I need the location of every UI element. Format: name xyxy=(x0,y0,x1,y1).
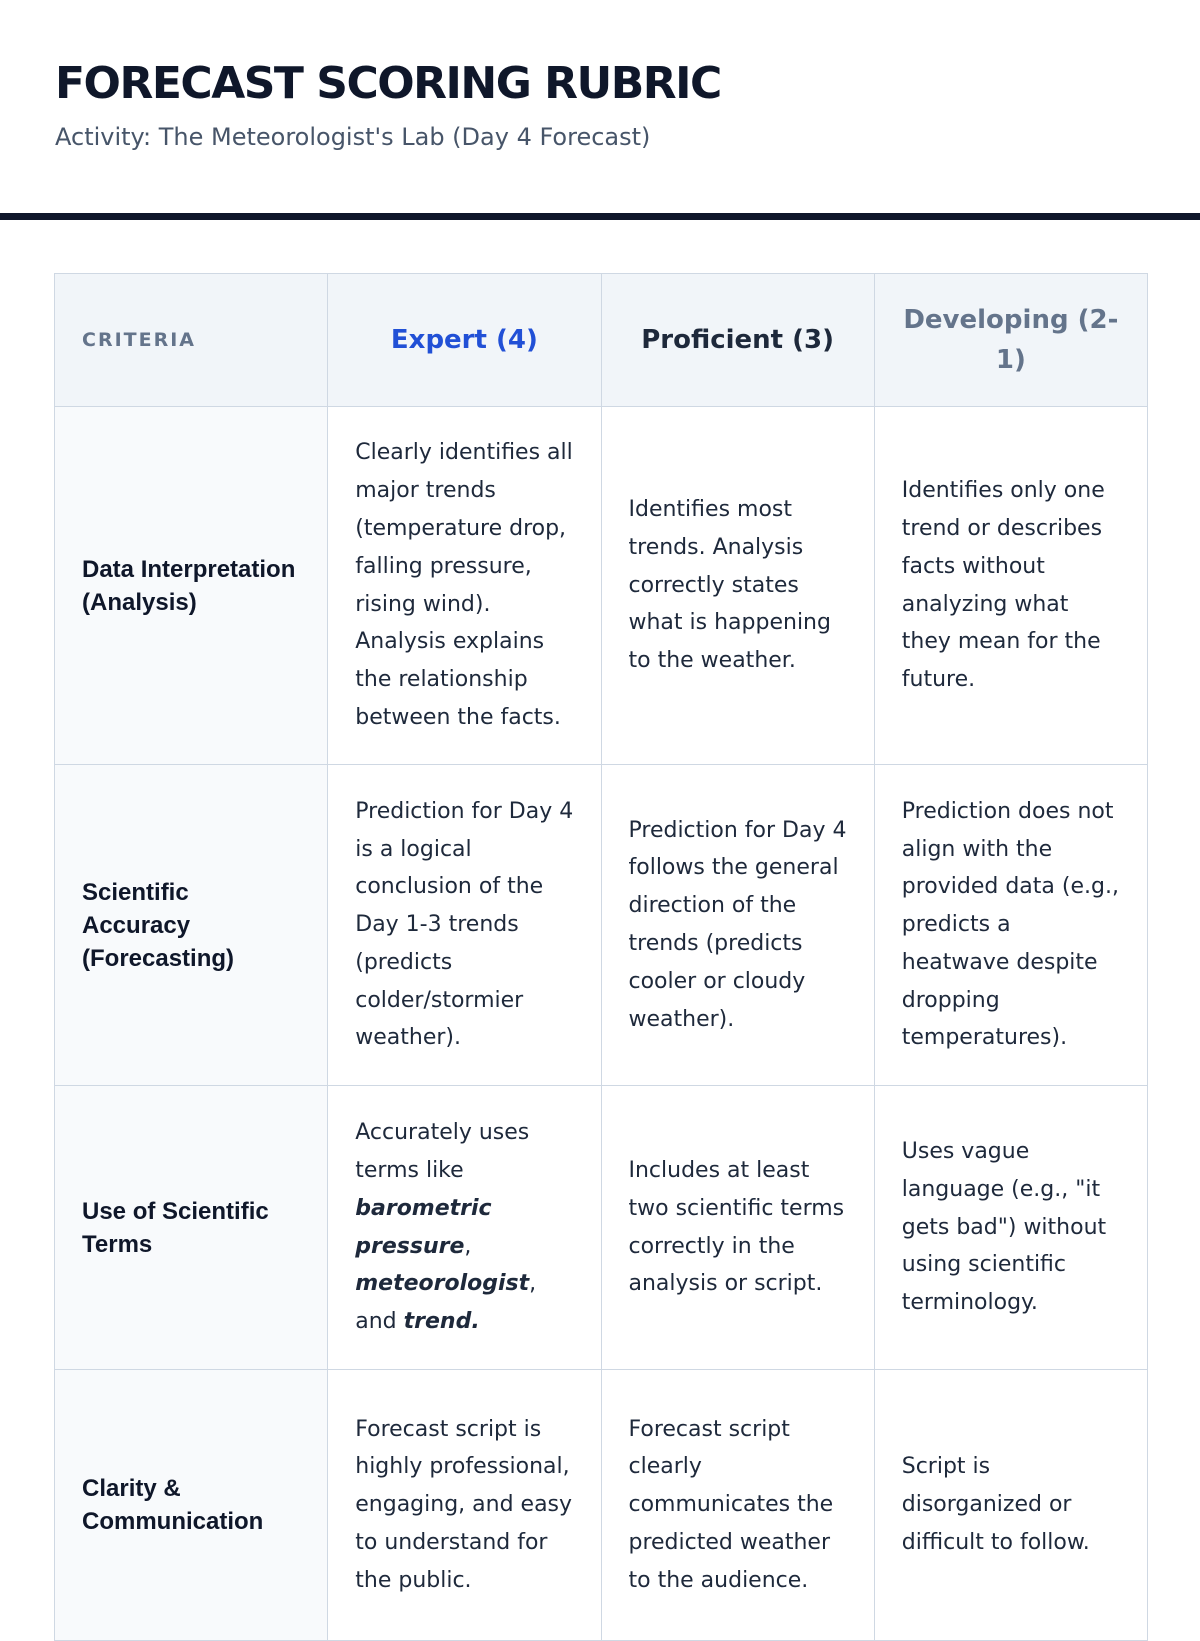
rubric-table-container xyxy=(54,273,1148,1641)
column-header-expert: Expert (4) xyxy=(328,274,601,407)
term-barometric-pressure: barometric pressure xyxy=(355,1195,492,1259)
expert-cell: Prediction for Day 4 is a logical conclusion of the Day 1-3 trends (predicts colder/stormier weather). xyxy=(328,765,601,1086)
proficient-cell: Identifies most trends. Analysis correctly states what is happening to the weather. xyxy=(601,407,874,765)
proficient-cell: Forecast script clearly communicates the predicted weather to the audience. xyxy=(601,1370,874,1641)
proficient-cell: Includes at least two scientific terms correctly in the analysis or script. xyxy=(601,1086,874,1370)
header-divider xyxy=(0,213,1200,220)
expert-cell: Clearly identifies all major trends (temperature drop, falling pressure, rising wind). Analysis explains the relationship between the facts. xyxy=(328,407,601,765)
criterion-cell: Clarity & Communication xyxy=(55,1370,328,1641)
proficient-cell: Prediction for Day 4 follows the general direction of the trends (predicts cooler or cloudy weather). xyxy=(601,765,874,1086)
column-header-developing: Developing (2-1) xyxy=(874,274,1147,407)
page-title: FORECAST SCORING RUBRIC xyxy=(55,58,721,109)
column-header-proficient: Proficient (3) xyxy=(601,274,874,407)
expert-text-sep: , xyxy=(464,1233,472,1259)
table-row xyxy=(55,1086,1148,1370)
rubric-table xyxy=(54,273,1148,1641)
table-row xyxy=(55,765,1148,1086)
term-meteorologist: meteorologist xyxy=(355,1271,530,1297)
criterion-cell: Scientific Accuracy (Forecasting) xyxy=(55,765,328,1086)
expert-cell: Forecast script is highly professional, engaging, and easy to understand for the public. xyxy=(328,1370,601,1641)
expert-cell xyxy=(328,1086,601,1370)
expert-text-end: . xyxy=(471,1309,480,1335)
developing-cell: Identifies only one trend or describes facts without analyzing what they mean for the future. xyxy=(874,407,1147,765)
developing-cell: Prediction does not align with the provided data (e.g., predicts a heatwave despite dropping temperatures). xyxy=(874,765,1147,1086)
column-header-criteria: CRITERIA xyxy=(55,274,328,407)
term-trend: trend xyxy=(403,1309,472,1335)
page-subtitle: Activity: The Meteorologist's Lab (Day 4 Forecast) xyxy=(55,123,651,151)
criterion-cell: Data Interpretation (Analysis) xyxy=(55,407,328,765)
table-header-row xyxy=(55,274,1148,407)
table-row xyxy=(55,407,1148,765)
expert-text-sep: , and xyxy=(355,1271,537,1335)
developing-cell: Script is disorganized or difficult to follow. xyxy=(874,1370,1147,1641)
expert-text-lead: Accurately uses terms like xyxy=(355,1120,530,1183)
criterion-cell: Use of Scientific Terms xyxy=(55,1086,328,1370)
page-header xyxy=(0,0,1200,160)
developing-cell: Uses vague language (e.g., "it gets bad") without using scientific terminology. xyxy=(874,1086,1147,1370)
